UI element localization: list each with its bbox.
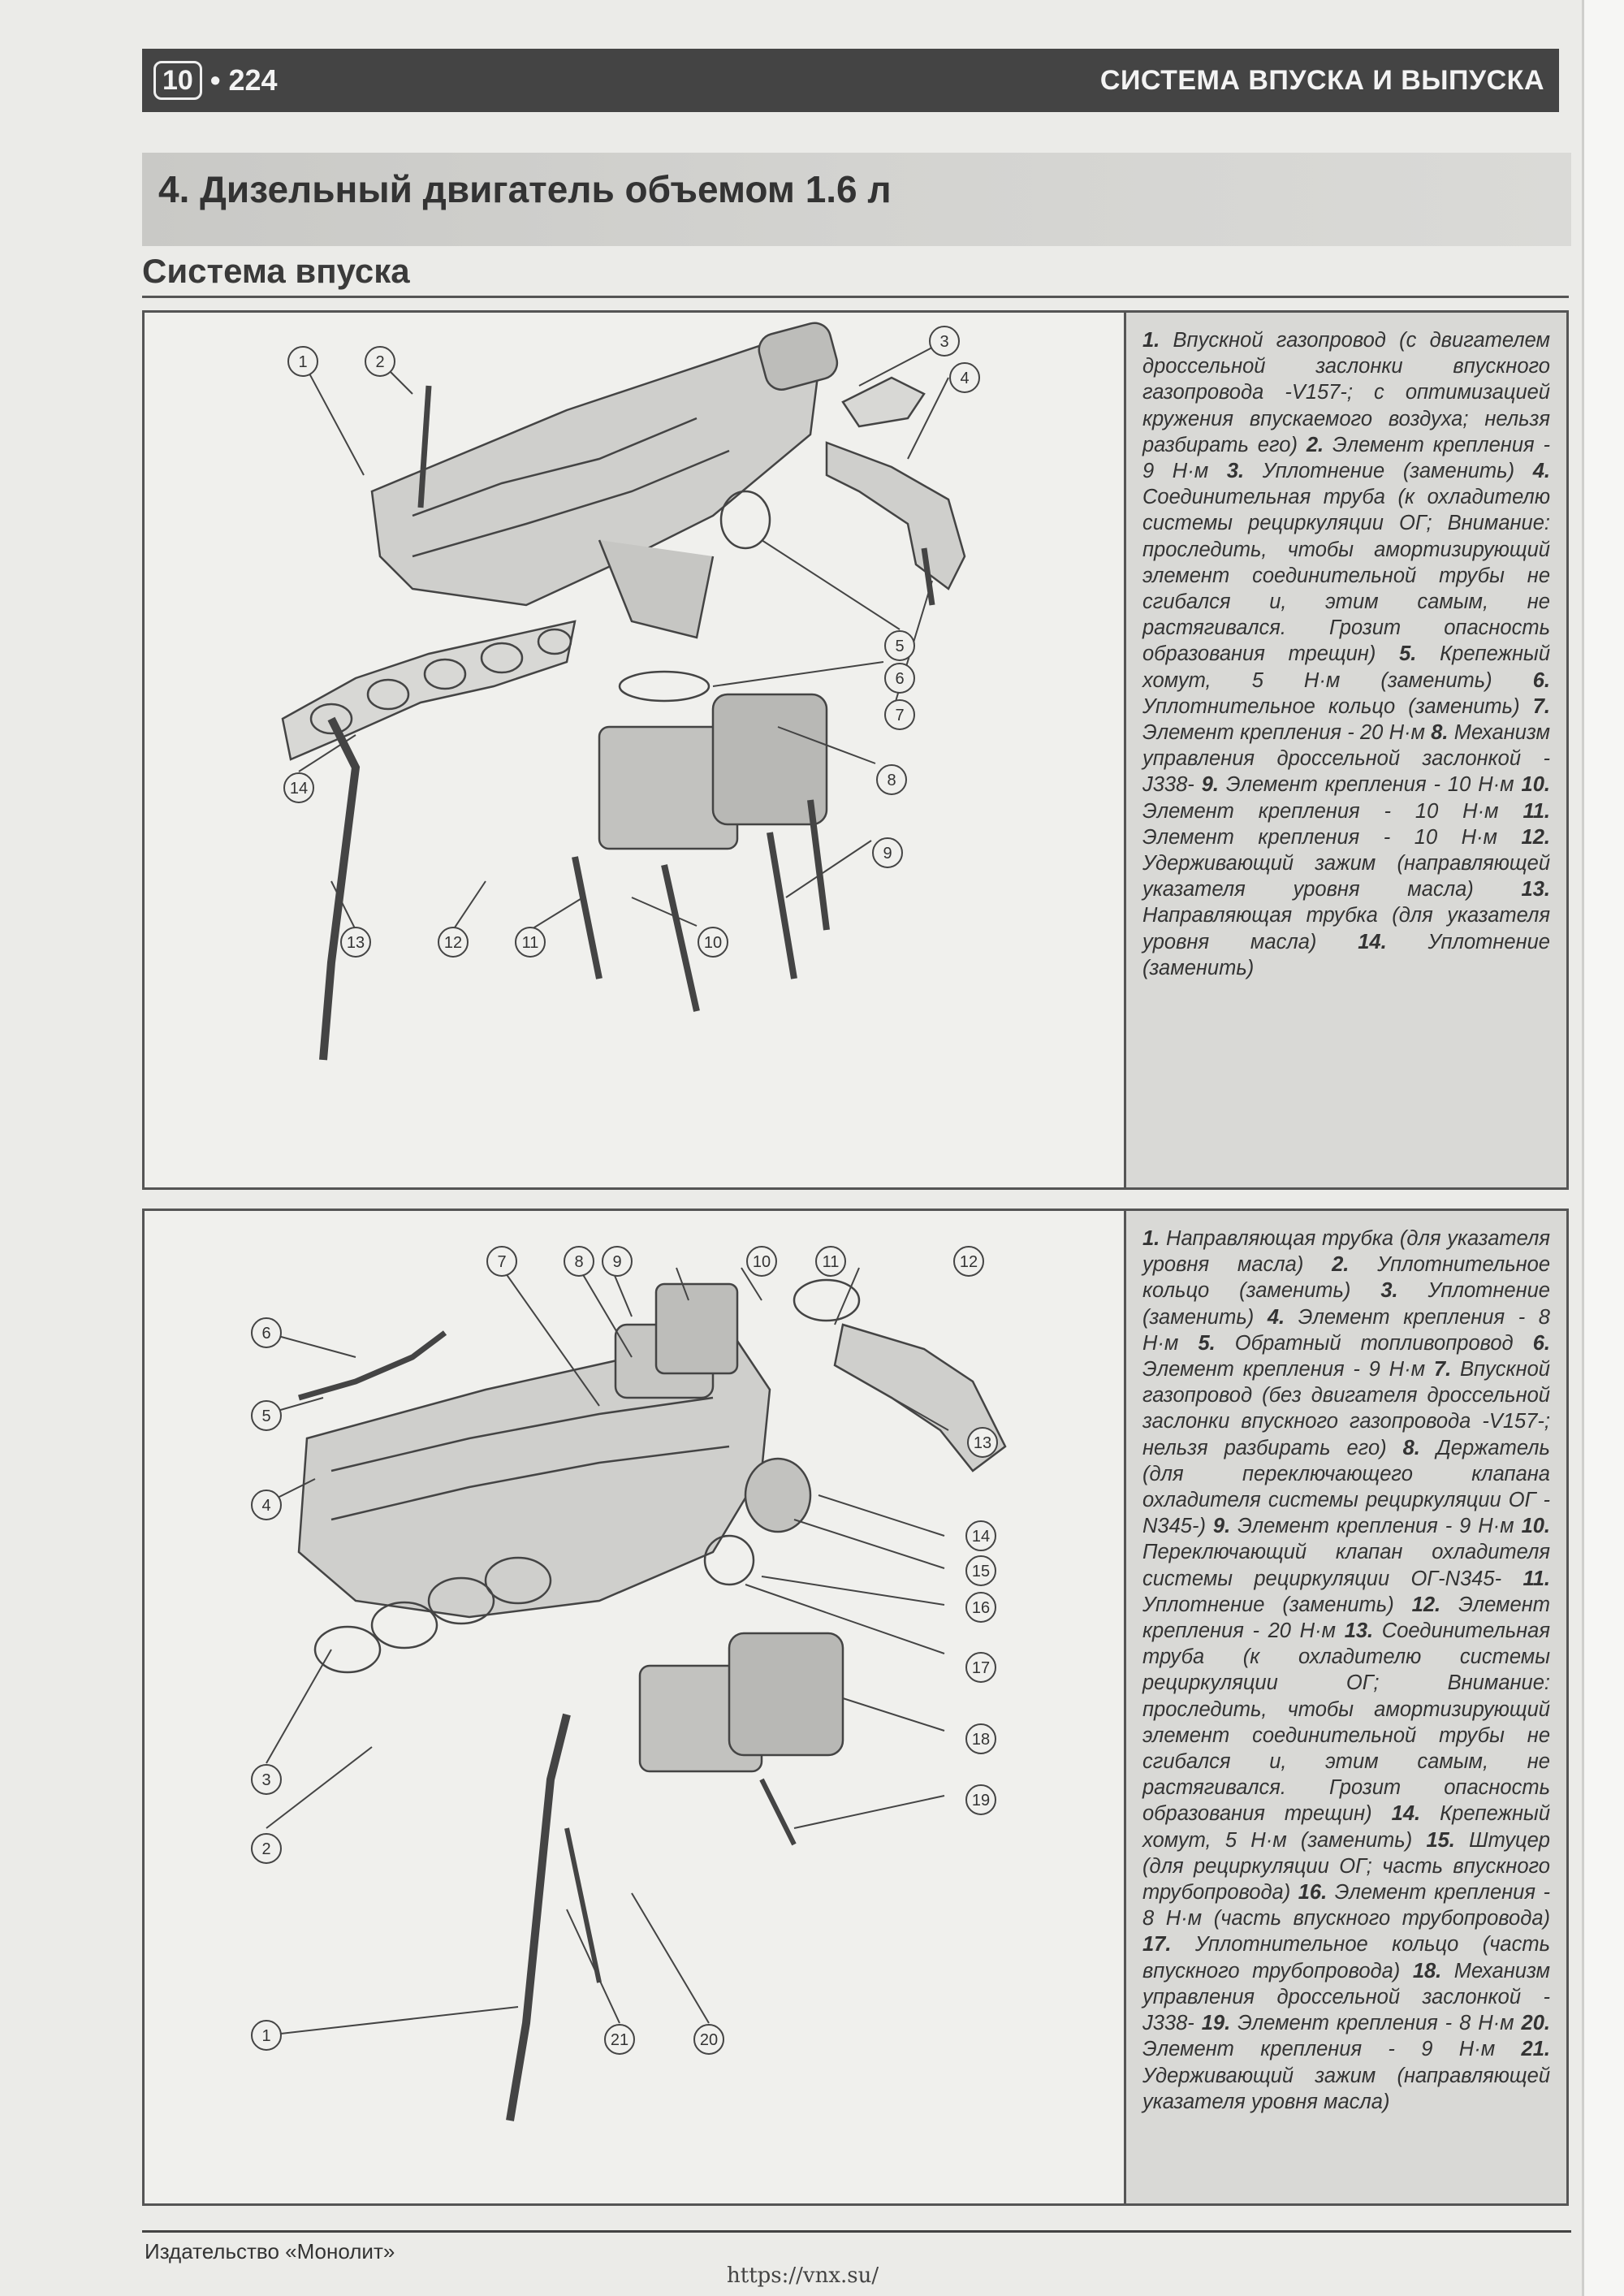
- callout-label: 9: [883, 845, 892, 863]
- callout-label: 9: [612, 1253, 622, 1271]
- callout-label: 11: [822, 1253, 840, 1271]
- callout-label: 8: [887, 772, 896, 789]
- legend-item-text: Механизм управления дроссельной заслонкой -J338-: [1142, 721, 1550, 797]
- legend-item-text: Обратный топливопровод: [1234, 1331, 1514, 1355]
- callout-label: 7: [497, 1253, 507, 1271]
- callout-label: 2: [261, 1840, 271, 1858]
- legend-item-text: Соединительная труба (к охладителю системы рециркуляции ОГ; Внимание: проследить, чтобы амортизирующий элемент соединительной трубы не сгибался и, этим самым, не растягивался. Грозит опасность образования трещин): [1142, 1619, 1550, 1826]
- legend-item-text: Элемент крепления - 8 Н·м: [1142, 1305, 1550, 1355]
- legend-item-number: 10.: [1521, 773, 1550, 797]
- callout-label: 4: [261, 1497, 271, 1515]
- legend-item-text: Элемент крепления - 9 Н·м: [1142, 2038, 1496, 2061]
- legend-item-text: Уплотнение (заменить): [1142, 930, 1550, 979]
- legend-item-number: 8.: [1431, 721, 1449, 745]
- legend-item-text: Крепежный хомут, 5 Н·м (заменить): [1142, 1802, 1550, 1852]
- callout-label: 6: [895, 670, 905, 688]
- callout-label: 10: [703, 934, 723, 952]
- callout-label: 12: [443, 934, 463, 952]
- legend-item-text: Направляющая трубка (для указателя уровня масла): [1142, 904, 1550, 953]
- source-url[interactable]: https://vnx.su/: [727, 2264, 879, 2288]
- legend-item-text: Уплотнительное кольцо (заменить): [1142, 1253, 1550, 1303]
- legend-item-text: Уплотнительное кольцо (заменить): [1142, 694, 1520, 718]
- callout-label: 13: [973, 1434, 992, 1452]
- legend-item-number: 4.: [1267, 1305, 1285, 1329]
- title-band: [142, 153, 1571, 246]
- diagram-panel-2: [142, 1209, 1569, 2206]
- callout-label: 20: [699, 2031, 719, 2049]
- callout-label: 1: [261, 2027, 271, 2045]
- legend-item-text: Механизм управления дроссельной заслонкой -J338-: [1142, 1959, 1550, 2035]
- callout-label: 15: [971, 1563, 991, 1580]
- footer-rule: [142, 2230, 1571, 2233]
- legend-item-text: Элемент крепления - 9 Н·м: [1237, 1515, 1514, 1538]
- callout-label: 14: [289, 780, 309, 798]
- chapter-title: 4. Дизельный двигатель объемом 1.6 л: [158, 168, 892, 210]
- exploded-diagram-1: [145, 313, 1124, 1187]
- callout-label: 13: [346, 934, 365, 952]
- legend-item-number: 14.: [1391, 1802, 1421, 1826]
- legend-item-number: 16.: [1298, 1881, 1328, 1905]
- legend-item-number: 1.: [1142, 1227, 1160, 1250]
- page-header: [142, 49, 1559, 112]
- legend-item-text: Держатель (для переключающего клапана охладителя системы рециркуляции ОГ -N345-): [1142, 1436, 1550, 1538]
- legend-item-text: Элемент крепления - 20 Н·м: [1142, 721, 1425, 745]
- legend-item-text: Уплотнение (заменить): [1142, 1593, 1394, 1616]
- legend-item-number: 7.: [1532, 694, 1550, 718]
- legend-item-number: 3.: [1380, 1279, 1398, 1303]
- legend-item-text: Элемент крепления - 10 Н·м: [1225, 773, 1514, 797]
- legend-item-number: 14.: [1358, 930, 1387, 953]
- callout-label: 5: [895, 638, 905, 655]
- callout-label: 4: [960, 370, 970, 387]
- callout-label: 21: [610, 2031, 629, 2049]
- legend-item-text: Элемент крепления - 10 Н·м: [1142, 799, 1499, 823]
- legend-item-text: Элемент крепления - 9 Н·м: [1142, 433, 1550, 483]
- legend-item-number: 8.: [1402, 1436, 1420, 1459]
- callout-label: 5: [261, 1407, 271, 1425]
- exploded-diagram-2: [145, 1211, 1124, 2203]
- legend-item-number: 2.: [1306, 433, 1324, 456]
- legend-item-number: 11.: [1522, 1567, 1550, 1590]
- legend-item-text: Элемент крепления - 8 Н·м (часть впускного трубопровода): [1142, 1881, 1550, 1931]
- legend-item-text: Переключающий клапан охладителя системы рециркуляции ОГ-N345-: [1142, 1541, 1550, 1590]
- legend-item-number: 6.: [1532, 1331, 1550, 1355]
- callout-label: 7: [895, 707, 905, 724]
- legend-item-number: 13.: [1521, 878, 1550, 902]
- legend-item-number: 4.: [1532, 460, 1550, 483]
- parts-legend-1: [1124, 313, 1566, 1187]
- callout-label: 3: [939, 333, 949, 351]
- legend-item-text: Соединительная труба (к охладителю системы рециркуляции ОГ; Внимание: проследить, чтобы амортизирующий элемент соединительной трубы не сгибался и, этим самым, не растягивался. Грозит опасность образования трещин): [1142, 486, 1550, 666]
- callout-label: 16: [971, 1599, 991, 1617]
- legend-item-text: Элемент крепления - 9 Н·м: [1142, 1358, 1426, 1381]
- diagram-panel-1: [142, 310, 1569, 1190]
- legend-item-number: 19.: [1201, 2012, 1231, 2035]
- legend-item-text: Элемент крепления - 8 Н·м: [1237, 2012, 1514, 2035]
- legend-item-number: 5.: [1399, 642, 1417, 666]
- legend-item-number: 2.: [1332, 1253, 1350, 1277]
- legend-item-text: Направляющая трубка (для указателя уровня масла): [1142, 1227, 1550, 1277]
- legend-item-text: Штуцер (для рециркуляции ОГ; часть впускного трубопровода): [1142, 1828, 1550, 1905]
- page-number: 224: [228, 63, 278, 97]
- callout-label: 6: [261, 1325, 271, 1343]
- page-edge: [1582, 0, 1624, 2296]
- legend-item-text: Впускной газопровод (без двигателя дроссельной заслонки впускного газопровода -V157-; нельзя разбирать его): [1142, 1358, 1550, 1459]
- callout-label: 17: [971, 1659, 991, 1677]
- callout-label: 3: [261, 1771, 271, 1789]
- callout-label: 19: [971, 1792, 991, 1810]
- legend-item-number: 11.: [1522, 799, 1550, 823]
- legend-item-text: Крепежный хомут, 5 Н·м (заменить): [1142, 642, 1550, 692]
- legend-item-number: 17.: [1142, 1933, 1172, 1957]
- chapter-number: 10: [153, 61, 202, 100]
- legend-item-number: 18.: [1412, 1959, 1442, 1983]
- legend-item-text: Уплотнительное кольцо (часть впускного трубопровода): [1142, 1933, 1550, 1983]
- intake-manifold-drawing-2: [145, 1211, 1124, 2203]
- callout-label: 8: [574, 1253, 584, 1271]
- legend-item-number: 1.: [1142, 329, 1160, 352]
- legend-item-text: Удерживающий зажим (направляющей указателя уровня масла): [1142, 2064, 1550, 2113]
- legend-item-text: Уплотнение (заменить): [1262, 460, 1515, 483]
- legend-item-number: 12.: [1411, 1593, 1441, 1616]
- legend-item-number: 15.: [1426, 1828, 1455, 1852]
- subsection-title: Система впуска: [142, 252, 410, 290]
- section-title: СИСТЕМА ВПУСКА И ВЫПУСКА: [1099, 64, 1544, 96]
- title-rule: [142, 296, 1569, 298]
- legend-item-number: 7.: [1433, 1358, 1452, 1381]
- callout-label: 12: [959, 1253, 978, 1271]
- legend-item-number: 21.: [1521, 2038, 1550, 2061]
- legend-item-text: Элемент крепления - 20 Н·м: [1142, 1593, 1550, 1643]
- bullet-separator: •: [209, 63, 221, 97]
- legend-item-text: Элемент крепления - 10 Н·м: [1142, 825, 1498, 849]
- legend-item-number: 5.: [1198, 1331, 1216, 1355]
- callout-label: 11: [521, 934, 539, 952]
- legend-item-number: 6.: [1532, 668, 1550, 692]
- callout-label: 1: [298, 353, 308, 371]
- publisher: Издательство «Монолит»: [145, 2239, 395, 2264]
- legend-item-number: 20.: [1521, 2012, 1550, 2035]
- legend-item-number: 13.: [1344, 1619, 1374, 1643]
- legend-item-text: Удерживающий зажим (направляющей указателя уровня масла): [1142, 852, 1550, 902]
- chapter-badge: [153, 61, 278, 100]
- legend-item-text: Впускной газопровод (с двигателем дроссельной заслонки впускного газопровода -V157-; с оптимизацией кружения впускаемого воздуха; нельзя разбирать его): [1142, 329, 1550, 456]
- legend-item-number: 9.: [1212, 1515, 1231, 1538]
- legend-item-number: 12.: [1521, 825, 1550, 849]
- legend-item-text: Уплотнение (заменить): [1142, 1279, 1550, 1329]
- callout-label: 18: [971, 1731, 991, 1749]
- legend-item-number: 10.: [1521, 1515, 1551, 1538]
- intake-manifold-drawing-1: [145, 313, 1124, 1187]
- parts-legend-2: [1124, 1211, 1566, 2203]
- callout-label: 10: [752, 1253, 771, 1271]
- callout-label: 14: [971, 1528, 991, 1546]
- legend-item-number: 3.: [1226, 460, 1245, 483]
- callout-label: 2: [375, 353, 385, 371]
- legend-item-number: 9.: [1201, 773, 1219, 797]
